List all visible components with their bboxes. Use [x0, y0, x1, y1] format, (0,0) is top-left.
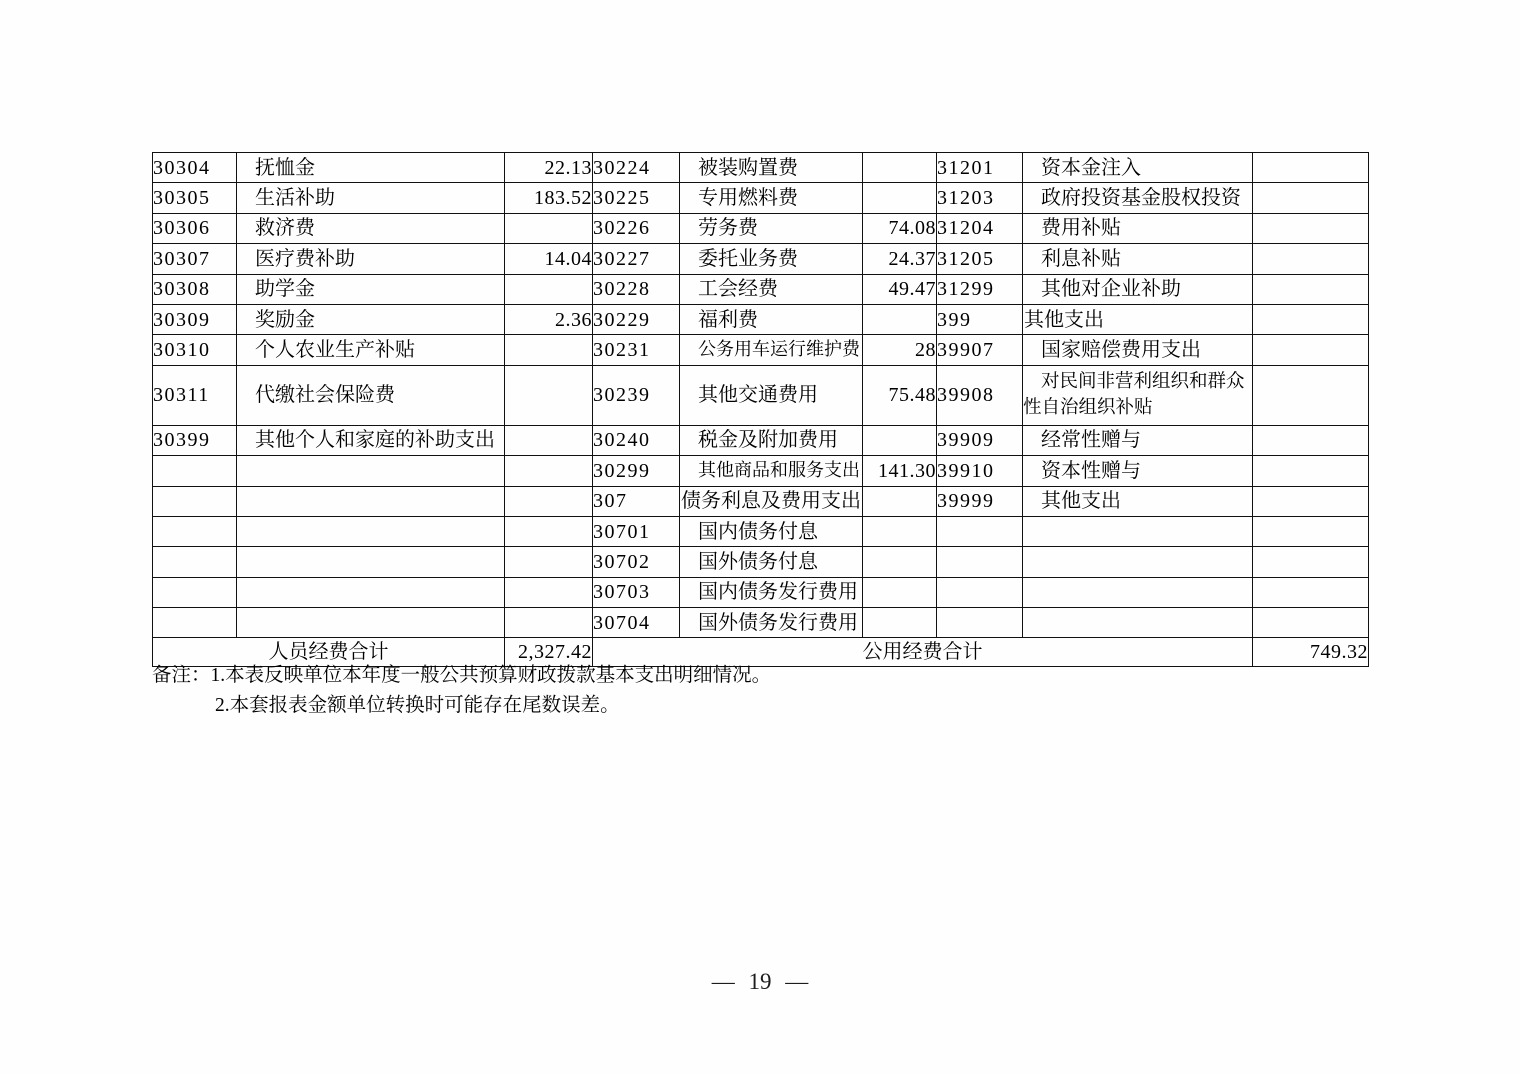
- table-row: [153, 577, 1369, 607]
- economic-code-cell: 30307: [153, 244, 237, 274]
- economic-code-cell: 31201: [937, 153, 1023, 183]
- public-total-label: 公用经费合计: [593, 638, 1253, 667]
- economic-code-cell: 30702: [593, 547, 680, 577]
- item-name-cell: 救济费: [237, 213, 505, 243]
- economic-code-cell: 30240: [593, 425, 680, 455]
- item-name-cell: [237, 486, 505, 516]
- economic-code-cell: 31203: [937, 183, 1023, 213]
- amount-cell: [505, 486, 593, 516]
- table-row: [153, 335, 1369, 365]
- amount-cell: [863, 486, 937, 516]
- personnel-total-label: 人员经费合计: [153, 638, 505, 667]
- economic-code-cell: 39909: [937, 425, 1023, 455]
- amount-cell: [863, 304, 937, 334]
- amount-cell: 49.47: [863, 274, 937, 304]
- amount-cell: [1253, 183, 1369, 213]
- amount-cell: 141.30: [863, 456, 937, 486]
- amount-cell: [1253, 335, 1369, 365]
- economic-code-cell: 31299: [937, 274, 1023, 304]
- economic-code-cell: 30227: [593, 244, 680, 274]
- amount-cell: [505, 335, 593, 365]
- amount-cell: [863, 153, 937, 183]
- economic-code-cell: 31205: [937, 244, 1023, 274]
- page-number: — 19 —: [711, 969, 809, 994]
- note-line-2: [215, 691, 771, 721]
- item-name-cell: [237, 456, 505, 486]
- table-row: [153, 153, 1369, 183]
- public-total-value: 749.32: [1253, 638, 1369, 667]
- economic-code-cell: 30704: [593, 608, 680, 638]
- note-2-text: 2.本套报表金额单位转换时可能存在尾数误差。: [215, 695, 620, 716]
- economic-code-cell: 30225: [593, 183, 680, 213]
- item-name-cell: 其他交通费用: [680, 365, 863, 425]
- amount-cell: [505, 425, 593, 455]
- item-name-cell: 被装购置费: [680, 153, 863, 183]
- economic-code-cell: [937, 516, 1023, 546]
- item-name-cell: 国家赔偿费用支出: [1023, 335, 1253, 365]
- economic-code-cell: 30231: [593, 335, 680, 365]
- table-row: [153, 456, 1369, 486]
- amount-cell: [505, 213, 593, 243]
- economic-code-cell: 399: [937, 304, 1023, 334]
- item-name-cell: [1023, 608, 1253, 638]
- item-name-cell: 委托业务费: [680, 244, 863, 274]
- notes: [152, 661, 771, 721]
- amount-cell: [863, 577, 937, 607]
- table-body: [153, 153, 1369, 638]
- item-name-cell: 对民间非营利组织和群众性自治组织补贴: [1023, 365, 1253, 425]
- amount-cell: [863, 547, 937, 577]
- amount-cell: 28: [863, 335, 937, 365]
- economic-code-cell: 30399: [153, 425, 237, 455]
- economic-code-cell: 307: [593, 486, 680, 516]
- table-row: [153, 183, 1369, 213]
- economic-code-cell: 30309: [153, 304, 237, 334]
- economic-code-cell: 30226: [593, 213, 680, 243]
- item-name-cell: 利息补贴: [1023, 244, 1253, 274]
- table-row: [153, 365, 1369, 425]
- table-row: [153, 274, 1369, 304]
- economic-code-cell: 30299: [593, 456, 680, 486]
- item-name-cell: [1023, 547, 1253, 577]
- table-row: [153, 547, 1369, 577]
- item-name-cell: [237, 608, 505, 638]
- economic-code-cell: 30310: [153, 335, 237, 365]
- economic-code-cell: [153, 486, 237, 516]
- economic-code-cell: 30239: [593, 365, 680, 425]
- economic-code-cell: [937, 608, 1023, 638]
- item-name-cell: 专用燃料费: [680, 183, 863, 213]
- amount-cell: 24.37: [863, 244, 937, 274]
- item-name-cell: 其他个人和家庭的补助支出: [237, 425, 505, 455]
- personnel-total-value: 2,327.42: [505, 638, 593, 667]
- table-row: [153, 486, 1369, 516]
- item-name-cell: 费用补贴: [1023, 213, 1253, 243]
- amount-cell: [1253, 608, 1369, 638]
- amount-cell: [863, 183, 937, 213]
- economic-code-cell: 30311: [153, 365, 237, 425]
- item-name-cell: 生活补助: [237, 183, 505, 213]
- item-name-cell: [1023, 577, 1253, 607]
- economic-code-cell: 30304: [153, 153, 237, 183]
- amount-cell: [1253, 425, 1369, 455]
- amount-cell: [505, 516, 593, 546]
- amount-cell: [505, 365, 593, 425]
- amount-cell: [1253, 577, 1369, 607]
- amount-cell: [505, 456, 593, 486]
- economic-code-cell: [937, 547, 1023, 577]
- amount-cell: [505, 608, 593, 638]
- economic-code-cell: [153, 547, 237, 577]
- amount-cell: [1253, 213, 1369, 243]
- item-name-cell: 代缴社会保险费: [237, 365, 505, 425]
- economic-code-cell: 30224: [593, 153, 680, 183]
- item-name-cell: 其他商品和服务支出: [680, 456, 863, 486]
- economic-code-cell: 39999: [937, 486, 1023, 516]
- item-name-cell: 政府投资基金股权投资: [1023, 183, 1253, 213]
- economic-code-cell: [153, 456, 237, 486]
- item-name-cell: 国内债务发行费用: [680, 577, 863, 607]
- note-line-1: [152, 661, 771, 691]
- amount-cell: [1253, 274, 1369, 304]
- item-name-cell: [1023, 516, 1253, 546]
- amount-cell: [863, 516, 937, 546]
- amount-cell: 183.52: [505, 183, 593, 213]
- amount-cell: [863, 608, 937, 638]
- amount-cell: [505, 577, 593, 607]
- table-row: [153, 244, 1369, 274]
- item-name-cell: 经常性赠与: [1023, 425, 1253, 455]
- item-name-cell: 奖励金: [237, 304, 505, 334]
- item-name-cell: [237, 547, 505, 577]
- table-row: [153, 516, 1369, 546]
- amount-cell: [505, 547, 593, 577]
- item-name-cell: 国外债务付息: [680, 547, 863, 577]
- item-name-cell: 税金及附加费用: [680, 425, 863, 455]
- item-name-cell: 劳务费: [680, 213, 863, 243]
- economic-code-cell: 31204: [937, 213, 1023, 243]
- economic-code-cell: [153, 516, 237, 546]
- economic-code-cell: 39910: [937, 456, 1023, 486]
- economic-code-cell: [153, 577, 237, 607]
- economic-code-cell: 30229: [593, 304, 680, 334]
- basic-expenditure-detail-table: [152, 152, 1369, 667]
- economic-code-cell: [153, 608, 237, 638]
- item-name-cell: 公务用车运行维护费: [680, 335, 863, 365]
- item-name-cell: 国内债务付息: [680, 516, 863, 546]
- table-row: [153, 213, 1369, 243]
- item-name-cell: 助学金: [237, 274, 505, 304]
- amount-cell: [505, 274, 593, 304]
- item-name-cell: 资本金注入: [1023, 153, 1253, 183]
- economic-code-cell: [937, 577, 1023, 607]
- amount-cell: 75.48: [863, 365, 937, 425]
- amount-cell: 74.08: [863, 213, 937, 243]
- economic-code-cell: 39907: [937, 335, 1023, 365]
- item-name-cell: 抚恤金: [237, 153, 505, 183]
- amount-cell: 22.13: [505, 153, 593, 183]
- note-1-text: 1.本表反映单位本年度一般公共预算财政拨款基本支出明细情况。: [210, 665, 772, 686]
- item-name-cell: 福利费: [680, 304, 863, 334]
- item-name-cell: 资本性赠与: [1023, 456, 1253, 486]
- economic-code-cell: 30701: [593, 516, 680, 546]
- item-name-cell: 工会经费: [680, 274, 863, 304]
- table-row: [153, 304, 1369, 334]
- amount-cell: [1253, 304, 1369, 334]
- item-name-cell: 个人农业生产补贴: [237, 335, 505, 365]
- table-row: [153, 608, 1369, 638]
- item-name-cell: 其他支出: [1023, 304, 1253, 334]
- amount-cell: [1253, 244, 1369, 274]
- amount-cell: [1253, 365, 1369, 425]
- amount-cell: 2.36: [505, 304, 593, 334]
- economic-code-cell: 30703: [593, 577, 680, 607]
- economic-code-cell: 30228: [593, 274, 680, 304]
- item-name-cell: 其他支出: [1023, 486, 1253, 516]
- item-name-cell: 其他对企业补助: [1023, 274, 1253, 304]
- amount-cell: [1253, 486, 1369, 516]
- amount-cell: 14.04: [505, 244, 593, 274]
- amount-cell: [1253, 456, 1369, 486]
- amount-cell: [863, 425, 937, 455]
- item-name-cell: 债务利息及费用支出: [680, 486, 863, 516]
- economic-code-cell: 30306: [153, 213, 237, 243]
- amount-cell: [1253, 153, 1369, 183]
- item-name-cell: 国外债务发行费用: [680, 608, 863, 638]
- item-name-cell: [237, 516, 505, 546]
- economic-code-cell: 39908: [937, 365, 1023, 425]
- amount-cell: [1253, 547, 1369, 577]
- amount-cell: [1253, 516, 1369, 546]
- table-row: [153, 425, 1369, 455]
- economic-code-cell: 30308: [153, 274, 237, 304]
- economic-code-cell: 30305: [153, 183, 237, 213]
- item-name-cell: [237, 577, 505, 607]
- item-name-cell: 医疗费补助: [237, 244, 505, 274]
- notes-label: 备注：: [152, 665, 211, 686]
